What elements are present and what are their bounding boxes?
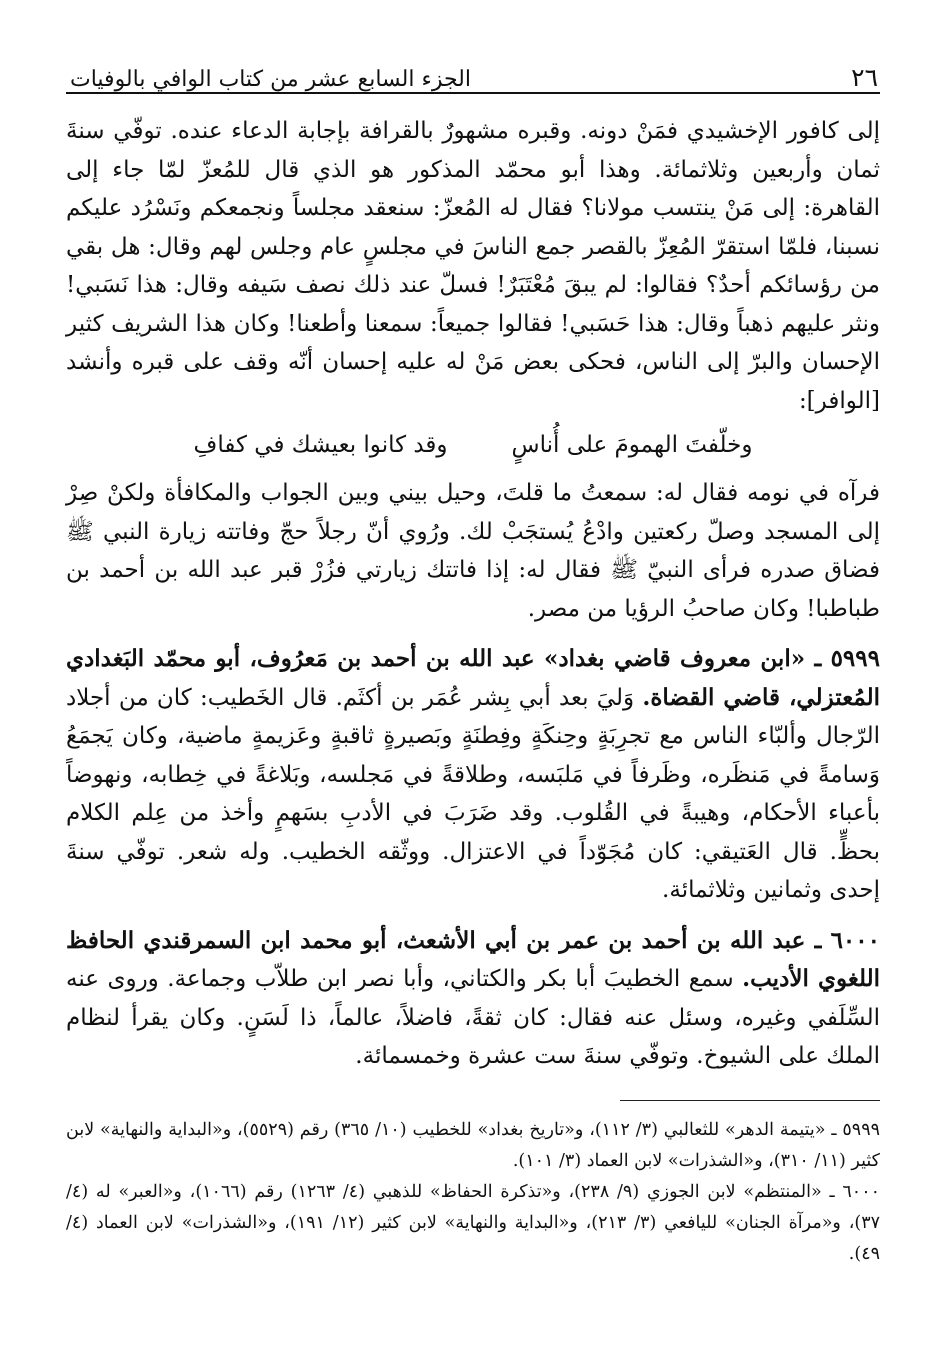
entry-6000-text: سمع الخطيبَ أبا بكر والكتاني، وأبا نصر ابن طلاّب وجماعة. وروى عنه السِّلَفي وغيره، وسئل عنه فقال: كان ثقةً، فاضلاً، عالماً، ذا لَسَنٍ. وكان يقرأ لنظام الملك على الشيوخ. وتوفّي سنةَ ست عشرة وخمسمائة.: [66, 966, 880, 1069]
body-paragraph-2: فرآه في نومه فقال له: سمعتُ ما قلتَ، وحيل بيني وبين الجواب والمكافأة ولكنْ صِرْ إلى المسجد وصلّ ركعتين وادْعُ يُستجَبْ لك. ورُوي أنّ رجلاً حجّ وفاتته زيارة النبي ﷺ فضاق صدره فرأى النبيّ ﷺ فقال له: إذا فاتتك زيارتي فزُرْ قبر عبد الله بن أحمد بن طباطبا! وكان صاحبُ الرؤيا من مصر.: [66, 480, 880, 622]
verse-first-hemistich: وخلّفتَ الهمومَ على أُناسٍ: [511, 432, 753, 458]
body-paragraph-1: إلى كافور الإخشيدي فمَنْ دونه. وقبره مشهورٌ بالقرافة بإجابة الدعاء عنده. توفّي سنةَ ثمان وأربعين وثلاثمائة. وهذا أبو محمّد المذكور هو الذي قال للمُعزّ لمّا جاء إلى القاهرة: إلى مَنْ ينتسب مولانا؟ فقال له المُعزّ: سنعقد مجلساً ونجمعكم ونَسْرُد عليكم نسبنا، فلمّا استقرّ المُعِزّ بالقصر جمع الناسَ في مجلسٍ عام وجلس لهم وقال: هل بقي من رؤسائكم أحدٌ؟ فقالوا: لم يبقَ مُعْتَبَرٌ! فسلّ عند ذلك نصف سَيفه وقال: هذا نَسَبي! ونثر عليهم ذهباً وقال: هذا حَسَبي! فقالوا جميعاً: سمعنا وأطعنا! وكان هذا الشريف كثير الإحسان والبرّ إلى الناس، فحكى بعض مَنْ له عليه إحسان أنّه وقف على قبره وأنشد [الوافر]:: [66, 118, 881, 414]
footnote-separator: [620, 1100, 880, 1101]
footnote-5999: ٥٩٩٩ ـ «يتيمة الدهر» للثعالبي (٣/ ١١٢)، و«تاريخ بغداد» للخطيب (١٠/ ٣٦٥) رقم (٥٥٢٩)، و«البداية والنهاية» لابن كثير (١١/ ٣١٠)، و«الشذرات» لابن العماد (٣/ ١٠١).: [66, 1119, 880, 1171]
entry-5999-heading: ٥٩٩٩ ـ «ابن معروف قاضي بغداد» عبد الله بن أحمد بن مَعرُوف، أبو محمّد البَغدادي المُعتزلي، قاضي القضاة.: [66, 645, 881, 711]
entry-5999-text: وَليَ بعد أبي بِشر عُمَر بن أكثَم. قال الخَطيب: كان من أجلاد الرّجال وألبّاء الناس مع تجرِبَةٍ وحِنكَةٍ وفِطنَةٍ وبَصيرةٍ ثاقبةٍ وعَزيمةٍ ماضية، وكان يَجمَعُ وَسامةً في مَنظَره، وظَرفاً في مَلبَسه، وطلاقةً في مَجلسه، وبَلاغةً في خِطابه، ونهوضاً بأعباء الأحكام، وهيبةً في القُلوب. وقد ضَرَبَ في الأدبِ بسَهمٍ وأخذ من عِلم الكلام بحظٍّ. قال العَتيقي: كان مُجَوّداً في الاعتزال. ووثّقه الخطيب. وله شعر. توفّي سنةَ إحدى وثمانين وثلاثمائة.: [66, 684, 880, 903]
page-number: ٢٦: [851, 63, 878, 92]
running-title: الجزء السابع عشر من كتاب الوافي بالوفيات: [70, 67, 471, 92]
verse-second-hemistich: وقد كانوا بعيشك في كفافِ: [193, 432, 448, 458]
poetry-verse: [66, 422, 880, 468]
entry-6000: [66, 922, 880, 1076]
footnote-6000: ٦٠٠٠ ـ «المنتظم» لابن الجوزي (٩/ ٢٣٨)، و«تذكرة الحفاظ» للذهبي (٤/ ١٢٦٣) رقم (١٠٦٦)، و«العبر» له (٤/ ٣٧)، و«مرآة الجنان» لليافعي (٣/ ٢١٣)، و«البداية والنهاية» لابن كثير (١٢/ ١٩١)، و«الشذرات» لابن العماد (٤/ ٤٩).: [66, 1181, 880, 1264]
entry-5999: [66, 640, 880, 910]
page-header: [66, 52, 880, 94]
entry-6000-heading: ٦٠٠٠ ـ عبد الله بن أحمد بن عمر بن أبي الأشعث، أبو محمد ابن السمرقندي الحافظ اللغوي الأديب.: [66, 926, 880, 992]
